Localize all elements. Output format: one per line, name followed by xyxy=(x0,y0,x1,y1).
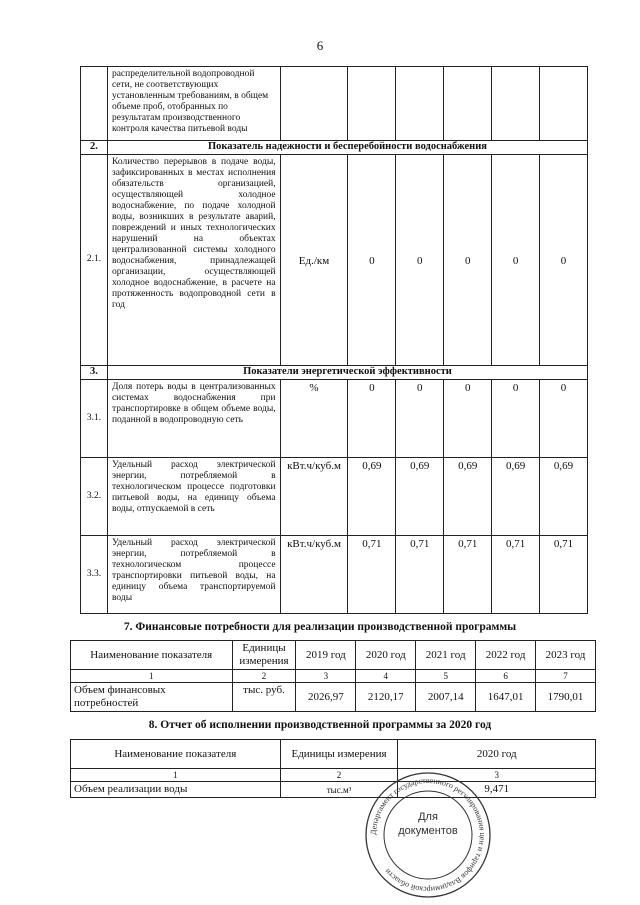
unit: кВт.ч/куб.м xyxy=(280,458,348,536)
row-number: 3.2. xyxy=(81,458,108,536)
indicator-description: Удельный расход электрической энергии, потребляемой в технологическом процессе транспортировки питьевой воды, на единицу объема транспортируемой воды xyxy=(107,536,280,614)
column-number: 1 xyxy=(71,670,233,683)
table-header-row xyxy=(71,740,596,769)
column-header: 2020 год xyxy=(356,641,416,670)
indicators-table xyxy=(80,66,588,614)
cell-value xyxy=(540,67,588,141)
row-number: 3.1. xyxy=(81,380,108,458)
value-cell: 0,69 xyxy=(492,458,540,536)
row-number: 2.1. xyxy=(81,155,108,366)
value-cell: 0 xyxy=(540,380,588,458)
column-number-row xyxy=(71,670,596,683)
financial-needs-table xyxy=(70,640,596,712)
value-cell: 0,71 xyxy=(348,536,396,614)
cell-num xyxy=(81,67,108,141)
value-cell: 0 xyxy=(444,155,492,366)
table-row xyxy=(81,67,588,141)
unit: тыс.м³ xyxy=(280,782,398,798)
cell-value xyxy=(396,67,444,141)
value-cell: 0 xyxy=(396,380,444,458)
table-row xyxy=(71,683,596,712)
section-title: Показатели энергетической эффективности xyxy=(107,366,587,380)
section-row xyxy=(81,141,588,155)
stamp-seal xyxy=(363,770,493,900)
value-cell: 9,471 xyxy=(398,782,596,798)
indicator-description: Количество перерывов в подаче воды, зафиксированных в местах исполнения обязательств организацией, осуществляющей холодное водоснабжение, по подаче холодной воды, возникших в результате аварий, повреждений и иных технологических нарушений на объектах централизованной системы холодного водоснабжения, принадлежащей организации, осуществляющей холодное водоснабжение, в расчете на протяженность водопроводной сети в год xyxy=(107,155,280,366)
stamp-ring-text: Департамент государственного регулирования цен и тарифов Владимирской области xyxy=(368,775,488,895)
value-cell: 0 xyxy=(540,155,588,366)
table-row xyxy=(81,458,588,536)
column-number: 7 xyxy=(536,670,596,683)
cell-value xyxy=(444,67,492,141)
column-header: Единицы измерения xyxy=(232,641,296,670)
section-number: 3. xyxy=(81,366,108,380)
table-row xyxy=(81,380,588,458)
unit: тыс. руб. xyxy=(232,683,296,712)
value-cell: 2007,14 xyxy=(416,683,476,712)
indicator-description: распределительной водопроводной сети, не соответствующих установленным требованиям, в общем объеме проб, отобранных по результатам производственного контроля качества питьевой воды xyxy=(107,67,280,141)
column-header: Наименование показателя xyxy=(71,641,233,670)
table-row xyxy=(81,536,588,614)
column-number: 2 xyxy=(232,670,296,683)
value-cell: 0,69 xyxy=(396,458,444,536)
value-cell: 0 xyxy=(396,155,444,366)
value-cell: 0,71 xyxy=(396,536,444,614)
column-header: 2020 год xyxy=(398,740,596,769)
column-number: 1 xyxy=(71,769,281,782)
cell-unit xyxy=(280,67,348,141)
column-header: 2023 год xyxy=(536,641,596,670)
column-number: 6 xyxy=(476,670,536,683)
cell-value xyxy=(492,67,540,141)
row-number: 3.3. xyxy=(81,536,108,614)
execution-report-table xyxy=(70,739,596,798)
unit: % xyxy=(280,380,348,458)
value-cell: 0,69 xyxy=(348,458,396,536)
column-number: 5 xyxy=(416,670,476,683)
section-number: 2. xyxy=(81,141,108,155)
column-header: Наименование показателя xyxy=(71,740,281,769)
indicator-description: Доля потерь воды в централизованных системах водоснабжения при транспортировке в общем объеме воды, поданной в водопроводную сеть xyxy=(107,380,280,458)
unit: Ед./км xyxy=(280,155,348,366)
value-cell: 0 xyxy=(348,380,396,458)
column-number: 4 xyxy=(356,670,416,683)
stamp-center-text: Для документов xyxy=(398,811,458,838)
value-cell: 0 xyxy=(348,155,396,366)
table-row xyxy=(81,155,588,366)
value-cell: 2120,17 xyxy=(356,683,416,712)
value-cell: 1647,01 xyxy=(476,683,536,712)
column-number: 3 xyxy=(398,769,596,782)
value-cell: 0 xyxy=(444,380,492,458)
value-cell: 0,71 xyxy=(444,536,492,614)
indicator-description: Удельный расход электрической энергии, потребляемой в технологическом процессе подготовки питьевой воды, на единицу объема воды, отпускаемой в сеть xyxy=(107,458,280,536)
column-header: 2021 год xyxy=(416,641,476,670)
column-header: 2022 год xyxy=(476,641,536,670)
cell-value xyxy=(348,67,396,141)
value-cell: 2026,97 xyxy=(296,683,356,712)
section-row xyxy=(81,366,588,380)
section-8-title: 8. Отчет об исполнении производственной программы за 2020 год xyxy=(148,719,492,731)
column-number: 3 xyxy=(296,670,356,683)
value-cell: 1790,01 xyxy=(536,683,596,712)
value-cell: 0,71 xyxy=(492,536,540,614)
value-cell: 0,69 xyxy=(444,458,492,536)
section-title: Показатель надежности и бесперебойности водоснабжения xyxy=(107,141,587,155)
value-cell: 0 xyxy=(492,380,540,458)
section-7-title: 7. Финансовые потребности для реализации производственной программы xyxy=(123,621,517,633)
value-cell: 0,69 xyxy=(540,458,588,536)
value-cell: 0 xyxy=(492,155,540,366)
column-header: 2019 год xyxy=(296,641,356,670)
value-cell: 0,71 xyxy=(540,536,588,614)
column-number: 2 xyxy=(280,769,398,782)
page-number: 6 xyxy=(316,38,324,53)
indicator-name: Объем финансовых потребностей xyxy=(71,683,233,712)
table-header-row xyxy=(71,641,596,670)
unit: кВт.ч/куб.м xyxy=(280,536,348,614)
indicator-name: Объем реализации воды xyxy=(71,782,281,798)
column-header: Единицы измерения xyxy=(280,740,398,769)
table-row xyxy=(71,782,596,798)
column-number-row xyxy=(71,769,596,782)
